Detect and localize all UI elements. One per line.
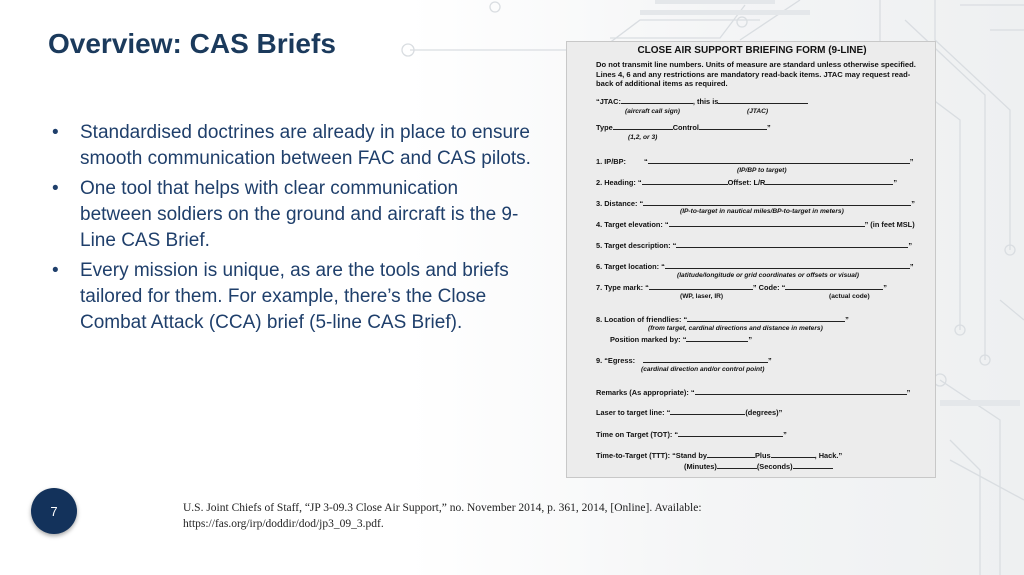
bullet-text: One tool that helps with clear communication between soldiers on the ground and aircraft is the 9-Line CAS Brief. xyxy=(80,178,519,251)
form-jtac-sub2: (JTAC) xyxy=(747,108,769,115)
cas-briefing-form-image xyxy=(566,41,936,478)
form-ttt: Time-to-Target (TTT): “Stand by Plus , Hack.” xyxy=(596,451,843,460)
form-line1: 1. IP/BP: “ ” xyxy=(596,157,914,166)
form-line1-sub: (IP/BP to target) xyxy=(737,167,787,174)
form-line8-marked: Position marked by: “ ” xyxy=(610,335,753,344)
form-title: CLOSE AIR SUPPORT BRIEFING FORM (9-LINE) xyxy=(637,45,867,56)
form-intro: Do not transmit line numbers. Units of measure are standard unless otherwise specified. Lines 4, 6 and any restrictions are mandatory read-back items. JTAC may request read-back of additional items as required. xyxy=(596,60,916,88)
form-line3: 3. Distance: “ ” xyxy=(596,199,915,208)
bullet-glyph: • xyxy=(52,178,59,199)
form-line7-sub1: (WP, laser, IR) xyxy=(680,293,724,300)
form-ttt-units: (Minutes) (Seconds) xyxy=(684,462,833,471)
form-line2: 2. Heading: “ Offset: L/R ” xyxy=(596,178,898,187)
form-line7: 7. Type mark: “ ” Code: “ ” xyxy=(596,283,887,292)
form-laser: Laser to target line: “ (degrees)” xyxy=(596,408,783,417)
form-line9: 9. “Egress: ” xyxy=(596,356,772,365)
form-line4: 4. Target elevation: “ ” (in feet MSL) xyxy=(596,220,915,229)
form-type-sub: (1,2, or 3) xyxy=(628,134,658,141)
form-line7-sub2: (actual code) xyxy=(829,293,870,300)
bullet-glyph: • xyxy=(52,260,59,281)
form-line6-sub: (latitude/longitude or grid coordinates or offsets or visual) xyxy=(677,272,859,279)
bullet-item xyxy=(52,120,532,172)
page-title: Overview: CAS Briefs xyxy=(48,28,336,59)
form-line9-sub: (cardinal direction and/or control point) xyxy=(641,366,765,373)
form-type-control-line: Type Control ” xyxy=(596,123,771,132)
reference-citation: U.S. Joint Chiefs of Staff, “JP 3-09.3 Close Air Support,” no. November 2014, p. 361, 2014, [Online]. Available: https://fas.org/irp/doddir/dod/jp3_09_3.pdf. xyxy=(183,502,702,530)
form-tot: Time on Target (TOT): “ ” xyxy=(596,430,787,439)
bullet-item xyxy=(52,258,532,336)
page-number-badge: 7 xyxy=(31,488,77,534)
form-remarks: Remarks (As appropriate): “ ” xyxy=(596,388,911,397)
form-jtac-line: “JTAC: , this is xyxy=(596,97,808,106)
bullet-item xyxy=(52,176,532,254)
bullet-text: Every mission is unique, as are the tools and briefs tailored for them. For example, there’s the Close Combat Attack (CCA) brief (5-line CAS Brief). xyxy=(80,260,509,333)
bullet-glyph: • xyxy=(52,122,59,143)
bullet-list xyxy=(52,120,532,340)
form-line3-sub: (IP-to-target in nautical miles/BP-to-target in meters) xyxy=(680,208,844,215)
form-line8: 8. Location of friendlies: “ ” xyxy=(596,315,849,324)
form-line5: 5. Target description: “ ” xyxy=(596,241,913,250)
form-line8-sub: (from target, cardinal directions and distance in meters) xyxy=(648,325,823,332)
bullet-text: Standardised doctrines are already in place to ensure smooth communication between FAC and CAS pilots. xyxy=(80,122,531,169)
form-line6: 6. Target location: “ ” xyxy=(596,262,914,271)
form-jtac-sub1: (aircraft call sign) xyxy=(625,108,680,115)
